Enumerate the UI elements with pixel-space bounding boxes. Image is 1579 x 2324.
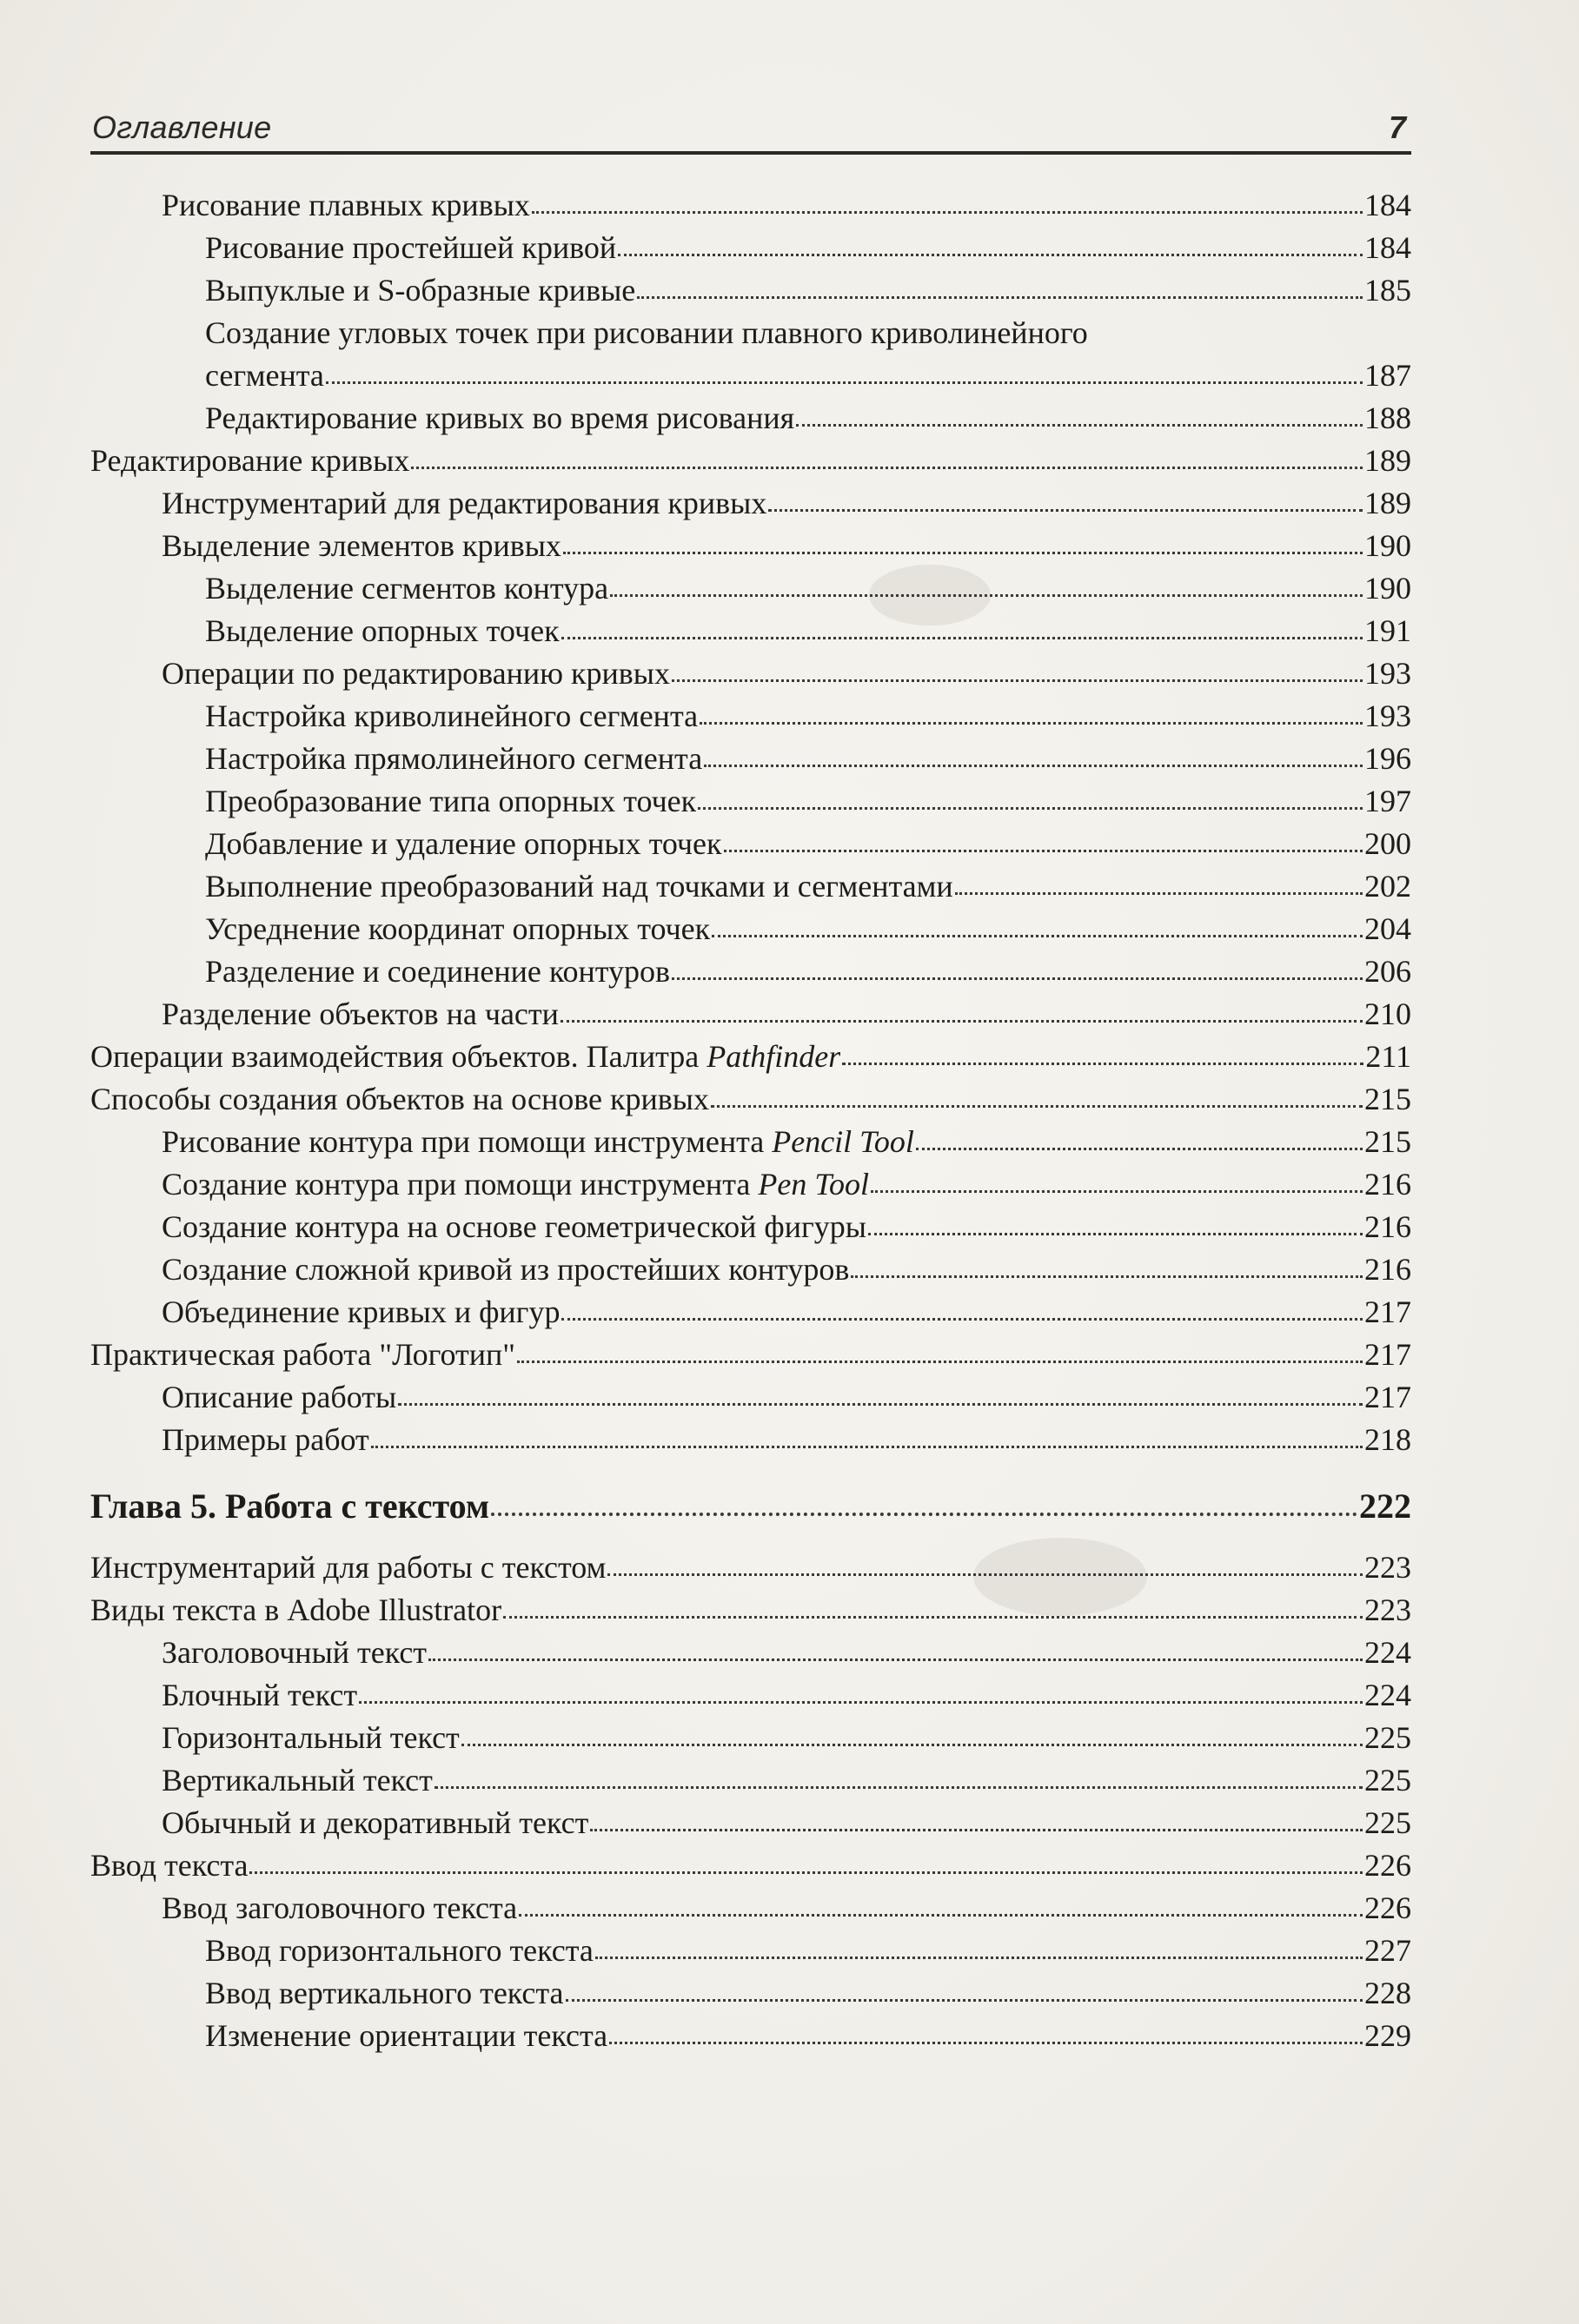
toc-chapter-entry [90, 1480, 1411, 1533]
dot-leader [842, 1062, 1363, 1065]
toc-entry-title: Объединение кривых и фигур [162, 1294, 561, 1329]
dot-leader [566, 1998, 1363, 2002]
toc-entry-title: Примеры работ [162, 1422, 369, 1457]
toc-entry [90, 269, 1411, 312]
dot-leader [398, 1402, 1363, 1406]
toc-entry-title: Обычный и декоративный текст [162, 1805, 589, 1840]
toc-page-number: 217 [1364, 1380, 1411, 1414]
toc-page-number: 184 [1364, 188, 1411, 222]
dot-leader [359, 1700, 1363, 1704]
toc-page-number: 204 [1364, 911, 1411, 946]
toc-entry-title: Виды текста в Adobe Illustrator [90, 1592, 502, 1627]
toc-page-number: 200 [1364, 826, 1411, 861]
toc-page-number: 217 [1364, 1294, 1411, 1329]
header-page-number: 7 [1388, 109, 1406, 145]
toc-page-number: 216 [1364, 1209, 1411, 1244]
toc-entry [90, 1887, 1411, 1930]
toc-entry [90, 1078, 1411, 1121]
toc-entry-title: Создание угловых точек при рисовании плавного криволинейного [205, 315, 1088, 350]
toc-entry-title: Вертикальный текст [162, 1763, 433, 1798]
toc-page-number: 193 [1364, 699, 1411, 733]
toc-entry-title: Рисование контура при помощи инструмента Pencil Tool [162, 1124, 914, 1159]
toc-page-number: 184 [1364, 230, 1411, 265]
toc-entry-title: Ввод горизонтального текста [205, 1933, 594, 1968]
toc-page-number: 223 [1364, 1592, 1411, 1627]
toc-page-number: 223 [1364, 1550, 1411, 1585]
toc-entry-title: Операции взаимодействия объектов. Палитра Pathfinder [90, 1039, 841, 1074]
header-title: Оглавление [92, 109, 272, 145]
toc-entry-title: Описание работы [162, 1380, 397, 1414]
toc-page-number: 210 [1364, 996, 1411, 1031]
toc-entry-title: Выделение элементов кривых [162, 528, 561, 563]
dot-leader [868, 1232, 1363, 1235]
toc-entry [90, 865, 1411, 908]
toc-entry [90, 567, 1411, 610]
toc-entry [90, 1248, 1411, 1291]
toc-entry-title: Редактирование кривых во время рисования [205, 401, 795, 435]
toc-entry [90, 738, 1411, 780]
toc-entry-italic-term: Pen Tool [758, 1167, 870, 1202]
toc-entry [90, 1121, 1411, 1163]
toc-entry [90, 1546, 1411, 1589]
toc-page-number: 224 [1364, 1635, 1411, 1670]
toc-page-number: 197 [1364, 784, 1411, 818]
toc-page-number: 225 [1364, 1805, 1411, 1840]
toc-entry [90, 695, 1411, 738]
dot-leader [461, 1743, 1363, 1746]
toc-entry [90, 993, 1411, 1036]
toc-entry [90, 610, 1411, 652]
table-of-contents [90, 184, 1411, 2057]
dot-leader [428, 1658, 1363, 1661]
toc-entry [90, 227, 1411, 269]
toc-entry-title: Инструментарий для редактирования кривых [162, 486, 767, 520]
toc-entry [90, 1632, 1411, 1674]
dot-leader [711, 1104, 1363, 1108]
toc-entry-italic-term: Pencil Tool [772, 1124, 914, 1159]
toc-entry-title: Выпуклые и S-образные кривые [205, 273, 636, 308]
toc-entry [90, 482, 1411, 525]
dot-leader [637, 295, 1363, 299]
dot-leader [249, 1870, 1363, 1874]
toc-entry-title: Рисование плавных кривых [162, 188, 530, 222]
toc-entry-title: Ввод вертикального текста [205, 1976, 564, 2010]
toc-page-number: 218 [1364, 1422, 1411, 1457]
dot-leader [371, 1445, 1363, 1448]
dot-leader [955, 891, 1363, 895]
toc-entry-title: Горизонтальный текст [162, 1720, 460, 1755]
toc-page-number: 215 [1364, 1082, 1411, 1116]
dot-leader [532, 210, 1363, 214]
toc-entry-title: Изменение ориентации текста [205, 2018, 608, 2053]
dot-leader [607, 1573, 1363, 1576]
toc-entry [90, 1930, 1411, 1972]
dot-leader [561, 1019, 1363, 1023]
toc-entry-title: Глава 5. Работа с текстом [90, 1486, 490, 1526]
toc-page-number: 216 [1364, 1252, 1411, 1287]
toc-entry-title: Усреднение координат опорных точек [205, 911, 711, 946]
dot-leader [503, 1615, 1363, 1619]
toc-entry [90, 1972, 1411, 2015]
dot-leader [700, 721, 1363, 725]
toc-entry-title: Ввод текста [90, 1848, 249, 1883]
toc-entry [90, 652, 1411, 695]
toc-entry [90, 1759, 1411, 1802]
toc-entry-title: Редактирование кривых [90, 443, 410, 478]
dot-leader [672, 977, 1363, 980]
toc-entry [90, 950, 1411, 993]
dot-leader [561, 1317, 1363, 1321]
dot-leader [871, 1189, 1363, 1193]
toc-page-number: 188 [1364, 401, 1411, 435]
dot-leader [609, 2041, 1363, 2044]
toc-page-number: 216 [1364, 1167, 1411, 1202]
toc-entry [90, 1163, 1411, 1206]
toc-page-number: 225 [1364, 1763, 1411, 1798]
toc-page-number: 211 [1365, 1039, 1411, 1074]
toc-page-number: 193 [1364, 656, 1411, 691]
toc-page-number: 228 [1364, 1976, 1411, 2010]
toc-entry-title: Инструментарий для работы с текстом [90, 1550, 607, 1585]
dot-leader [724, 849, 1363, 852]
toc-entry [90, 780, 1411, 823]
toc-page-number: 224 [1364, 1678, 1411, 1712]
toc-entry-italic-term: Pathfinder [707, 1039, 841, 1074]
dot-leader [519, 1913, 1363, 1917]
toc-page-number: 229 [1364, 2018, 1411, 2053]
toc-page-number: 217 [1364, 1337, 1411, 1372]
toc-entry [90, 1206, 1411, 1248]
toc-entry [90, 1334, 1411, 1376]
dot-leader [618, 253, 1363, 256]
dot-leader [595, 1956, 1363, 1959]
dot-leader [561, 636, 1363, 639]
dot-leader [326, 381, 1363, 384]
toc-entry [90, 1674, 1411, 1717]
toc-entry [90, 1717, 1411, 1759]
toc-entry-title: Настройка прямолинейного сегмента [205, 741, 703, 776]
toc-page-number: 196 [1364, 741, 1411, 776]
toc-page-number: 187 [1364, 358, 1411, 393]
toc-entry [90, 397, 1411, 440]
toc-page-number: 206 [1364, 954, 1411, 989]
toc-page-number: 185 [1364, 273, 1411, 308]
dot-leader [712, 934, 1363, 937]
dot-leader [916, 1147, 1363, 1150]
dot-leader [698, 806, 1363, 810]
toc-entry [90, 1844, 1411, 1887]
toc-entry-title: Добавление и удаление опорных точек [205, 826, 722, 861]
dot-leader [704, 764, 1363, 767]
dot-leader [491, 1512, 1357, 1516]
running-header [90, 103, 1411, 155]
dot-leader [796, 423, 1363, 427]
toc-entry [90, 1419, 1411, 1461]
dot-leader [672, 679, 1363, 682]
toc-page-number: 226 [1364, 1848, 1411, 1883]
toc-entry-title: Настройка криволинейного сегмента [205, 699, 699, 733]
toc-entry [90, 823, 1411, 865]
toc-entry-title: Операции по редактированию кривых [162, 656, 670, 691]
toc-entry-title: Создание контура на основе геометрической фигуры [162, 1209, 866, 1244]
toc-page-number: 190 [1364, 528, 1411, 563]
toc-entry-title: Заголовочный текст [162, 1635, 428, 1670]
toc-entry [90, 184, 1411, 227]
toc-page-number: 191 [1364, 613, 1411, 648]
dot-leader [768, 508, 1363, 512]
toc-entry-title: Создание контура при помощи инструмента Pen Tool [162, 1167, 870, 1202]
toc-entry [90, 908, 1411, 950]
toc-entry [90, 1589, 1411, 1632]
toc-entry-title: Ввод заголовочного текста [162, 1890, 518, 1925]
toc-entry-title: Практическая работа "Логотип" [90, 1337, 515, 1372]
dot-leader [517, 1360, 1363, 1363]
dot-leader [610, 593, 1363, 597]
toc-page-number: 189 [1364, 486, 1411, 520]
toc-entry-title: Блочный текст [162, 1678, 358, 1712]
toc-page-number: 202 [1364, 869, 1411, 904]
toc-entry [90, 1036, 1411, 1078]
toc-entry-title: Разделение и соединение контуров [205, 954, 671, 989]
toc-entry-title: Выполнение преобразований над точками и сегментами [205, 869, 953, 904]
toc-entry: Создание угловых точек при рисовании плавного криволинейного сегмента 187 [90, 312, 1411, 397]
toc-page-number: 225 [1364, 1720, 1411, 1755]
toc-entry [90, 2015, 1411, 2057]
toc-entry [90, 525, 1411, 567]
toc-entry-title: Рисование простейшей кривой [205, 230, 617, 265]
toc-entry [90, 440, 1411, 482]
dot-leader [435, 1785, 1363, 1789]
toc-entry-title: Разделение объектов на части [162, 996, 559, 1031]
toc-entry-title: Способы создания объектов на основе кривых [90, 1082, 709, 1116]
toc-page-number: 215 [1364, 1124, 1411, 1159]
dot-leader [411, 466, 1363, 469]
toc-page-number: 227 [1364, 1933, 1411, 1968]
toc-page-number: 189 [1364, 443, 1411, 478]
toc-entry [90, 1376, 1411, 1419]
dot-leader [590, 1828, 1363, 1831]
toc-entry-title: Создание сложной кривой из простейших контуров [162, 1252, 850, 1287]
toc-entry-title: Выделение сегментов контура [205, 571, 609, 606]
toc-entry-title: Выделение опорных точек [205, 613, 560, 648]
toc-entry [90, 1291, 1411, 1334]
toc-entry-title: Преобразование типа опорных точек [205, 784, 697, 818]
toc-page-number: 222 [1359, 1486, 1411, 1526]
toc-page-number: 190 [1364, 571, 1411, 606]
dot-leader [563, 551, 1363, 554]
toc-entry [90, 1802, 1411, 1844]
toc-page-number: 226 [1364, 1890, 1411, 1925]
dot-leader [851, 1275, 1363, 1278]
